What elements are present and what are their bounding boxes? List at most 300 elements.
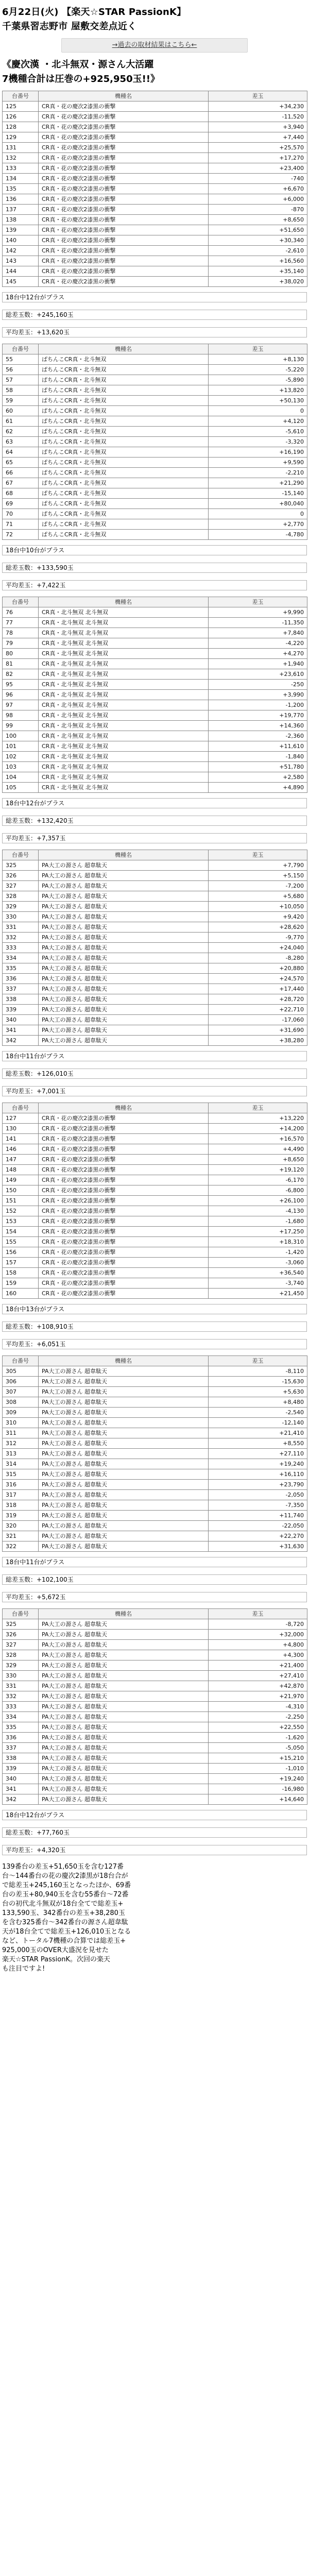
diff-cell: +10,050 bbox=[209, 902, 307, 912]
table-row bbox=[3, 1784, 307, 1794]
diff-cell: -2,210 bbox=[209, 468, 307, 478]
past-results-link-wrap bbox=[2, 38, 307, 53]
model-name-cell: PA大工の源さん 超韋駄天 bbox=[39, 1660, 209, 1671]
table-row bbox=[3, 225, 307, 235]
model-name-cell: CR真・花の慶次2漆黒の衝撃 bbox=[39, 122, 209, 132]
machine-number-cell: 104 bbox=[3, 772, 39, 783]
diff-cell: 0 bbox=[209, 509, 307, 519]
machine-number-cell: 340 bbox=[3, 1774, 39, 1784]
model-name-cell: CR真・花の慶次2漆黒の衝撃 bbox=[39, 1144, 209, 1155]
diff-cell: -2,540 bbox=[209, 1408, 307, 1418]
table-row bbox=[3, 1490, 307, 1500]
machine-number-cell: 145 bbox=[3, 277, 39, 287]
model-name-cell: ぱちんこCR真・北斗無双 bbox=[39, 396, 209, 406]
model-name-cell: CR真・花の慶次2漆黒の衝撃 bbox=[39, 256, 209, 266]
total-diff: 総差玉数：+77,760玉 bbox=[2, 1827, 307, 1838]
machine-number-cell: 57 bbox=[3, 375, 39, 385]
section-summary bbox=[2, 545, 307, 590]
table-row bbox=[3, 385, 307, 396]
diff-cell: -1,010 bbox=[209, 1764, 307, 1774]
spacer bbox=[2, 1838, 307, 1845]
machine-number-cell: 160 bbox=[3, 1289, 39, 1299]
table-row bbox=[3, 1258, 307, 1268]
machine-number-cell: 149 bbox=[3, 1175, 39, 1185]
table-row bbox=[3, 530, 307, 540]
model-name-cell: PA大工の源さん 超韋駄天 bbox=[39, 1774, 209, 1784]
table-row bbox=[3, 194, 307, 205]
table-row bbox=[3, 215, 307, 225]
results-table bbox=[2, 597, 307, 793]
diff-cell: +4,300 bbox=[209, 1650, 307, 1660]
model-name-cell: CR真・花の慶次2漆黒の衝撃 bbox=[39, 101, 209, 112]
model-name-cell: CR真・花の慶次2漆黒の衝撃 bbox=[39, 235, 209, 246]
table-row bbox=[3, 762, 307, 772]
diff-cell: -7,350 bbox=[209, 1500, 307, 1511]
diff-cell: +4,490 bbox=[209, 1144, 307, 1155]
model-name-cell: CR真・花の慶次2漆黒の衝撃 bbox=[39, 1278, 209, 1289]
section-summary bbox=[2, 1810, 307, 1855]
machine-number-cell: 134 bbox=[3, 174, 39, 184]
machine-number-cell: 153 bbox=[3, 1216, 39, 1227]
header-machine-number: 台番号 bbox=[3, 91, 39, 101]
table-row bbox=[3, 1134, 307, 1144]
average-diff: 平均差玉：+7,001玉 bbox=[2, 1086, 307, 1096]
results-table bbox=[2, 1355, 307, 1552]
model-name-cell: CR真・花の慶次2漆黒の衝撃 bbox=[39, 266, 209, 277]
table-row bbox=[3, 881, 307, 891]
diff-cell: +26,100 bbox=[209, 1196, 307, 1206]
diff-cell: -11,350 bbox=[209, 618, 307, 628]
table-row bbox=[3, 1366, 307, 1377]
summary-line: 天が18台全てで総差玉+126,010玉となる bbox=[2, 1928, 131, 1936]
diff-cell: +19,770 bbox=[209, 710, 307, 721]
machine-number-cell: 96 bbox=[3, 690, 39, 700]
diff-cell: +23,790 bbox=[209, 1480, 307, 1490]
plus-count: 18台中11台がプラス bbox=[2, 1051, 307, 1061]
machine-number-cell: 341 bbox=[3, 1025, 39, 1036]
table-row bbox=[3, 1521, 307, 1531]
machine-number-cell: 331 bbox=[3, 1681, 39, 1691]
table-row bbox=[3, 1289, 307, 1299]
machine-number-cell: 335 bbox=[3, 1722, 39, 1733]
machine-number-cell: 126 bbox=[3, 112, 39, 122]
diff-cell: +1,940 bbox=[209, 659, 307, 669]
results-table bbox=[2, 1103, 307, 1299]
diff-cell: +31,630 bbox=[209, 1541, 307, 1552]
table-row bbox=[3, 953, 307, 963]
model-name-cell: CR真・北斗無双 北斗無双 bbox=[39, 659, 209, 669]
table-row bbox=[3, 1764, 307, 1774]
model-name-cell: CR真・北斗無双 北斗無双 bbox=[39, 741, 209, 752]
machine-number-cell: 144 bbox=[3, 266, 39, 277]
diff-cell: +8,480 bbox=[209, 1397, 307, 1408]
results-table bbox=[2, 91, 307, 287]
machine-number-cell: 330 bbox=[3, 1671, 39, 1681]
machine-number-cell: 157 bbox=[3, 1258, 39, 1268]
model-name-cell: PA大工の源さん 超韋駄天 bbox=[39, 1691, 209, 1702]
plus-count: 18台中11台がプラス bbox=[2, 1557, 307, 1567]
machine-number-cell: 146 bbox=[3, 1144, 39, 1155]
diff-cell: +14,360 bbox=[209, 721, 307, 731]
diff-cell: +7,840 bbox=[209, 628, 307, 638]
machine-number-cell: 95 bbox=[3, 680, 39, 690]
diff-cell: +38,280 bbox=[209, 1036, 307, 1046]
machine-number-cell: 328 bbox=[3, 1650, 39, 1660]
table-row bbox=[3, 1794, 307, 1805]
diff-cell: +17,440 bbox=[209, 984, 307, 994]
model-name-cell: CR真・花の慶次2漆黒の衝撃 bbox=[39, 194, 209, 205]
diff-cell: +16,560 bbox=[209, 256, 307, 266]
diff-cell: +8,550 bbox=[209, 1438, 307, 1449]
model-name-cell: CR真・北斗無双 北斗無双 bbox=[39, 669, 209, 680]
model-name-cell: PA大工の源さん 超韋駄天 bbox=[39, 902, 209, 912]
diff-cell: +21,410 bbox=[209, 1428, 307, 1438]
machine-number-cell: 65 bbox=[3, 457, 39, 468]
model-name-cell: PA大工の源さん 超韋駄天 bbox=[39, 1418, 209, 1428]
machine-number-cell: 66 bbox=[3, 468, 39, 478]
diff-cell: +21,970 bbox=[209, 1691, 307, 1702]
machine-number-cell: 326 bbox=[3, 1630, 39, 1640]
model-name-cell: PA大工の源さん 超韋駄天 bbox=[39, 1619, 209, 1630]
machine-number-cell: 135 bbox=[3, 184, 39, 194]
spacer bbox=[2, 808, 307, 816]
table-row bbox=[3, 1630, 307, 1640]
table-row bbox=[3, 1541, 307, 1552]
diff-cell: +11,610 bbox=[209, 741, 307, 752]
diff-cell: -8,110 bbox=[209, 1366, 307, 1377]
diff-cell: +8,650 bbox=[209, 215, 307, 225]
model-name-cell: CR真・花の慶次2漆黒の衝撃 bbox=[39, 174, 209, 184]
model-name-cell: CR真・花の慶次2漆黒の衝撃 bbox=[39, 1124, 209, 1134]
result-section bbox=[2, 91, 307, 337]
table-row bbox=[3, 1206, 307, 1216]
model-name-cell: CR真・花の慶次2漆黒の衝撃 bbox=[39, 1155, 209, 1165]
diff-cell: -3,740 bbox=[209, 1278, 307, 1289]
model-name-cell: CR真・北斗無双 北斗無双 bbox=[39, 638, 209, 649]
diff-cell: +8,650 bbox=[209, 1155, 307, 1165]
table-row bbox=[3, 1438, 307, 1449]
machine-number-cell: 159 bbox=[3, 1278, 39, 1289]
machine-number-cell: 60 bbox=[3, 406, 39, 416]
table-header-row bbox=[3, 91, 307, 101]
diff-cell: +35,140 bbox=[209, 266, 307, 277]
summary-line: など、トータル7機種の合算では総差玉+ bbox=[2, 1937, 126, 1945]
summary-line: 925,000玉のOVER大盛況を見せた bbox=[2, 1946, 109, 1954]
diff-cell: +21,290 bbox=[209, 478, 307, 488]
machine-number-cell: 147 bbox=[3, 1155, 39, 1165]
machine-number-cell: 314 bbox=[3, 1459, 39, 1469]
machine-number-cell: 130 bbox=[3, 1124, 39, 1134]
table-row bbox=[3, 680, 307, 690]
diff-cell: +28,620 bbox=[209, 922, 307, 933]
total-diff: 総差玉数：+108,910玉 bbox=[2, 1321, 307, 1332]
model-name-cell: CR真・北斗無双 北斗無双 bbox=[39, 680, 209, 690]
model-name-cell: CR真・花の慶次2漆黒の衝撃 bbox=[39, 143, 209, 153]
model-name-cell: ぱちんこCR真・北斗無双 bbox=[39, 509, 209, 519]
header-diff: 差玉 bbox=[209, 1609, 307, 1619]
table-row bbox=[3, 772, 307, 783]
diff-cell: -8,720 bbox=[209, 1619, 307, 1630]
spacer bbox=[2, 1820, 307, 1827]
table-row bbox=[3, 365, 307, 375]
machine-number-cell: 330 bbox=[3, 912, 39, 922]
table-row bbox=[3, 752, 307, 762]
model-name-cell: PA大工の源さん 超韋駄天 bbox=[39, 1640, 209, 1650]
model-name-cell: PA大工の源さん 超韋駄天 bbox=[39, 1753, 209, 1764]
machine-number-cell: 62 bbox=[3, 427, 39, 437]
machine-number-cell: 341 bbox=[3, 1784, 39, 1794]
table-row bbox=[3, 468, 307, 478]
table-row bbox=[3, 994, 307, 1005]
diff-cell: -12,140 bbox=[209, 1418, 307, 1428]
diff-cell: -5,610 bbox=[209, 427, 307, 437]
diff-cell: -4,780 bbox=[209, 530, 307, 540]
diff-cell: +17,270 bbox=[209, 153, 307, 163]
table-row bbox=[3, 933, 307, 943]
table-row bbox=[3, 277, 307, 287]
diff-cell: +3,940 bbox=[209, 122, 307, 132]
machine-number-cell: 132 bbox=[3, 153, 39, 163]
result-section bbox=[2, 1103, 307, 1349]
model-name-cell: ぱちんこCR真・北斗無双 bbox=[39, 468, 209, 478]
model-name-cell: PA大工の源さん 超韋駄天 bbox=[39, 1438, 209, 1449]
machine-number-cell: 334 bbox=[3, 953, 39, 963]
diff-cell: -7,200 bbox=[209, 881, 307, 891]
model-name-cell: PA大工の源さん 超韋駄天 bbox=[39, 1531, 209, 1541]
header-machine-number: 台番号 bbox=[3, 344, 39, 354]
table-row bbox=[3, 447, 307, 457]
diff-cell: -1,680 bbox=[209, 1216, 307, 1227]
table-row bbox=[3, 354, 307, 365]
model-name-cell: ぱちんこCR真・北斗無双 bbox=[39, 365, 209, 375]
model-name-cell: PA大工の源さん 超韋駄天 bbox=[39, 1681, 209, 1691]
table-row bbox=[3, 659, 307, 669]
machine-number-cell: 342 bbox=[3, 1794, 39, 1805]
diff-cell: +19,240 bbox=[209, 1774, 307, 1784]
machine-number-cell: 76 bbox=[3, 607, 39, 618]
machine-number-cell: 309 bbox=[3, 1408, 39, 1418]
table-row bbox=[3, 519, 307, 530]
model-name-cell: CR真・花の慶次2漆黒の衝撃 bbox=[39, 205, 209, 215]
model-name-cell: CR真・花の慶次2漆黒の衝撃 bbox=[39, 225, 209, 235]
model-name-cell: CR真・花の慶次2漆黒の衝撃 bbox=[39, 1258, 209, 1268]
header-model-name: 機種名 bbox=[39, 91, 209, 101]
diff-cell: +23,400 bbox=[209, 163, 307, 174]
model-name-cell: CR真・花の慶次2漆黒の衝撃 bbox=[39, 277, 209, 287]
model-name-cell: PA大工の源さん 超韋駄天 bbox=[39, 912, 209, 922]
model-name-cell: ぱちんこCR真・北斗無双 bbox=[39, 519, 209, 530]
diff-cell: -5,890 bbox=[209, 375, 307, 385]
model-name-cell: PA大工の源さん 超韋駄天 bbox=[39, 1387, 209, 1397]
model-name-cell: PA大工の源さん 超韋駄天 bbox=[39, 1702, 209, 1712]
table-row bbox=[3, 783, 307, 793]
table-header-row bbox=[3, 1609, 307, 1619]
machine-number-cell: 59 bbox=[3, 396, 39, 406]
model-name-cell: PA大工の源さん 超韋駄天 bbox=[39, 943, 209, 953]
diff-cell: +80,040 bbox=[209, 499, 307, 509]
table-row bbox=[3, 416, 307, 427]
model-name-cell: ぱちんこCR真・北斗無双 bbox=[39, 406, 209, 416]
model-name-cell: PA大工の源さん 超韋駄天 bbox=[39, 1036, 209, 1046]
model-name-cell: PA大工の源さん 超韋駄天 bbox=[39, 1650, 209, 1660]
machine-number-cell: 140 bbox=[3, 235, 39, 246]
table-row bbox=[3, 1712, 307, 1722]
table-row bbox=[3, 112, 307, 122]
model-name-cell: PA大工の源さん 超韋駄天 bbox=[39, 1743, 209, 1753]
model-name-cell: PA大工の源さん 超韋駄天 bbox=[39, 1408, 209, 1418]
machine-number-cell: 150 bbox=[3, 1185, 39, 1196]
table-row bbox=[3, 174, 307, 184]
diff-cell: +5,150 bbox=[209, 871, 307, 881]
table-row bbox=[3, 246, 307, 256]
machine-number-cell: 63 bbox=[3, 437, 39, 447]
machine-number-cell: 337 bbox=[3, 1743, 39, 1753]
diff-cell: +17,250 bbox=[209, 1227, 307, 1237]
diff-cell: -17,060 bbox=[209, 1015, 307, 1025]
header-model-name: 機種名 bbox=[39, 850, 209, 860]
machine-number-cell: 333 bbox=[3, 1702, 39, 1712]
table-row bbox=[3, 396, 307, 406]
diff-cell: 0 bbox=[209, 406, 307, 416]
machine-number-cell: 143 bbox=[3, 256, 39, 266]
model-name-cell: PA大工の源さん 超韋駄天 bbox=[39, 1794, 209, 1805]
diff-cell: +36,540 bbox=[209, 1268, 307, 1278]
diff-cell: -5,050 bbox=[209, 1743, 307, 1753]
diff-cell: +4,890 bbox=[209, 783, 307, 793]
table-row bbox=[3, 710, 307, 721]
model-name-cell: PA大工の源さん 超韋駄天 bbox=[39, 860, 209, 871]
past-results-link[interactable]: →過去の取材結果はこちら← bbox=[61, 38, 248, 53]
diff-cell: +9,590 bbox=[209, 457, 307, 468]
machine-number-cell: 305 bbox=[3, 1366, 39, 1377]
model-name-cell: PA大工の源さん 超韋駄天 bbox=[39, 1377, 209, 1387]
plus-count: 18台中10台がプラス bbox=[2, 545, 307, 555]
machine-number-cell: 342 bbox=[3, 1036, 39, 1046]
machine-number-cell: 136 bbox=[3, 194, 39, 205]
average-diff: 平均差玉：+7,357玉 bbox=[2, 833, 307, 843]
header-machine-number: 台番号 bbox=[3, 1609, 39, 1619]
header-machine-number: 台番号 bbox=[3, 597, 39, 607]
table-row bbox=[3, 1175, 307, 1185]
diff-cell: -1,420 bbox=[209, 1247, 307, 1258]
header-machine-number: 台番号 bbox=[3, 850, 39, 860]
model-name-cell: ぱちんこCR真・北斗無双 bbox=[39, 354, 209, 365]
diff-cell: +18,310 bbox=[209, 1237, 307, 1247]
model-name-cell: ぱちんこCR真・北斗無双 bbox=[39, 499, 209, 509]
average-diff: 平均差玉：+4,320玉 bbox=[2, 1845, 307, 1855]
model-name-cell: CR真・北斗無双 北斗無双 bbox=[39, 700, 209, 710]
diff-cell: -4,220 bbox=[209, 638, 307, 649]
table-row bbox=[3, 1753, 307, 1764]
machine-number-cell: 315 bbox=[3, 1469, 39, 1480]
table-row bbox=[3, 1196, 307, 1206]
results-table bbox=[2, 344, 307, 540]
table-row bbox=[3, 1227, 307, 1237]
diff-cell: +7,790 bbox=[209, 860, 307, 871]
plus-count: 18台中13台がプラス bbox=[2, 1304, 307, 1314]
model-name-cell: CR真・花の慶次2漆黒の衝撃 bbox=[39, 1196, 209, 1206]
header-model-name: 機種名 bbox=[39, 344, 209, 354]
table-row bbox=[3, 1408, 307, 1418]
summary-line: 楽天☆STAR PassionK。次回の楽天 bbox=[2, 1956, 110, 1963]
model-name-cell: PA大工の源さん 超韋駄天 bbox=[39, 1784, 209, 1794]
spacer bbox=[2, 826, 307, 833]
diff-cell: -11,520 bbox=[209, 112, 307, 122]
total-diff: 総差玉数：+132,420玉 bbox=[2, 816, 307, 826]
machine-number-cell: 327 bbox=[3, 881, 39, 891]
header-model-name: 機種名 bbox=[39, 1103, 209, 1113]
spacer bbox=[2, 302, 307, 310]
summary-line: も注目ですよ! bbox=[2, 1965, 45, 1973]
model-name-cell: PA大工の源さん 超韋駄天 bbox=[39, 1722, 209, 1733]
model-name-cell: CR真・北斗無双 北斗無双 bbox=[39, 710, 209, 721]
table-row bbox=[3, 912, 307, 922]
model-name-cell: PA大工の源さん 超韋駄天 bbox=[39, 963, 209, 974]
machine-number-cell: 325 bbox=[3, 860, 39, 871]
diff-cell: +13,220 bbox=[209, 1113, 307, 1124]
diff-cell: +51,650 bbox=[209, 225, 307, 235]
table-row bbox=[3, 488, 307, 499]
model-name-cell: PA大工の源さん 超韋駄天 bbox=[39, 953, 209, 963]
diff-cell: -4,130 bbox=[209, 1206, 307, 1216]
model-name-cell: ぱちんこCR真・北斗無双 bbox=[39, 375, 209, 385]
machine-number-cell: 331 bbox=[3, 922, 39, 933]
model-name-cell: CR真・花の慶次2漆黒の衝撃 bbox=[39, 215, 209, 225]
summary-line: で総差玉+245,160玉となったほか、69番 bbox=[2, 1882, 131, 1889]
diff-cell: -4,310 bbox=[209, 1702, 307, 1712]
machine-number-cell: 332 bbox=[3, 933, 39, 943]
table-row bbox=[3, 163, 307, 174]
diff-cell: +24,040 bbox=[209, 943, 307, 953]
model-name-cell: PA大工の源さん 超韋駄天 bbox=[39, 1733, 209, 1743]
model-name-cell: PA大工の源さん 超韋駄天 bbox=[39, 1015, 209, 1025]
diff-cell: -3,060 bbox=[209, 1258, 307, 1268]
diff-cell: +22,270 bbox=[209, 1531, 307, 1541]
diff-cell: +22,710 bbox=[209, 1005, 307, 1015]
diff-cell: +25,570 bbox=[209, 143, 307, 153]
diff-cell: +38,020 bbox=[209, 277, 307, 287]
diff-cell: +4,120 bbox=[209, 416, 307, 427]
diff-cell: -8,280 bbox=[209, 953, 307, 963]
machine-number-cell: 138 bbox=[3, 215, 39, 225]
table-header-row bbox=[3, 597, 307, 607]
diff-cell: +9,420 bbox=[209, 912, 307, 922]
machine-number-cell: 79 bbox=[3, 638, 39, 649]
summary-line: 133,590玉、342番台の差玉+38,280玉 bbox=[2, 1909, 125, 1917]
table-row bbox=[3, 1671, 307, 1681]
machine-number-cell: 328 bbox=[3, 891, 39, 902]
table-row bbox=[3, 1185, 307, 1196]
diff-cell: -1,200 bbox=[209, 700, 307, 710]
model-name-cell: CR真・花の慶次2漆黒の衝撃 bbox=[39, 1165, 209, 1175]
table-row bbox=[3, 478, 307, 488]
section-summary bbox=[2, 798, 307, 843]
diff-cell: -9,770 bbox=[209, 933, 307, 943]
diff-cell: +19,240 bbox=[209, 1459, 307, 1469]
total-diff: 総差玉数：+133,590玉 bbox=[2, 563, 307, 573]
header-diff: 差玉 bbox=[209, 597, 307, 607]
machine-number-cell: 329 bbox=[3, 1660, 39, 1671]
machine-number-cell: 156 bbox=[3, 1247, 39, 1258]
machine-number-cell: 141 bbox=[3, 1134, 39, 1144]
model-name-cell: CR真・花の慶次2漆黒の衝撃 bbox=[39, 1175, 209, 1185]
diff-cell: -250 bbox=[209, 680, 307, 690]
summary-line: 台の初代北斗無双が18台全てで総差玉+ bbox=[2, 1900, 124, 1908]
diff-cell: +4,270 bbox=[209, 649, 307, 659]
table-row bbox=[3, 690, 307, 700]
table-row bbox=[3, 1650, 307, 1660]
table-header-row bbox=[3, 344, 307, 354]
